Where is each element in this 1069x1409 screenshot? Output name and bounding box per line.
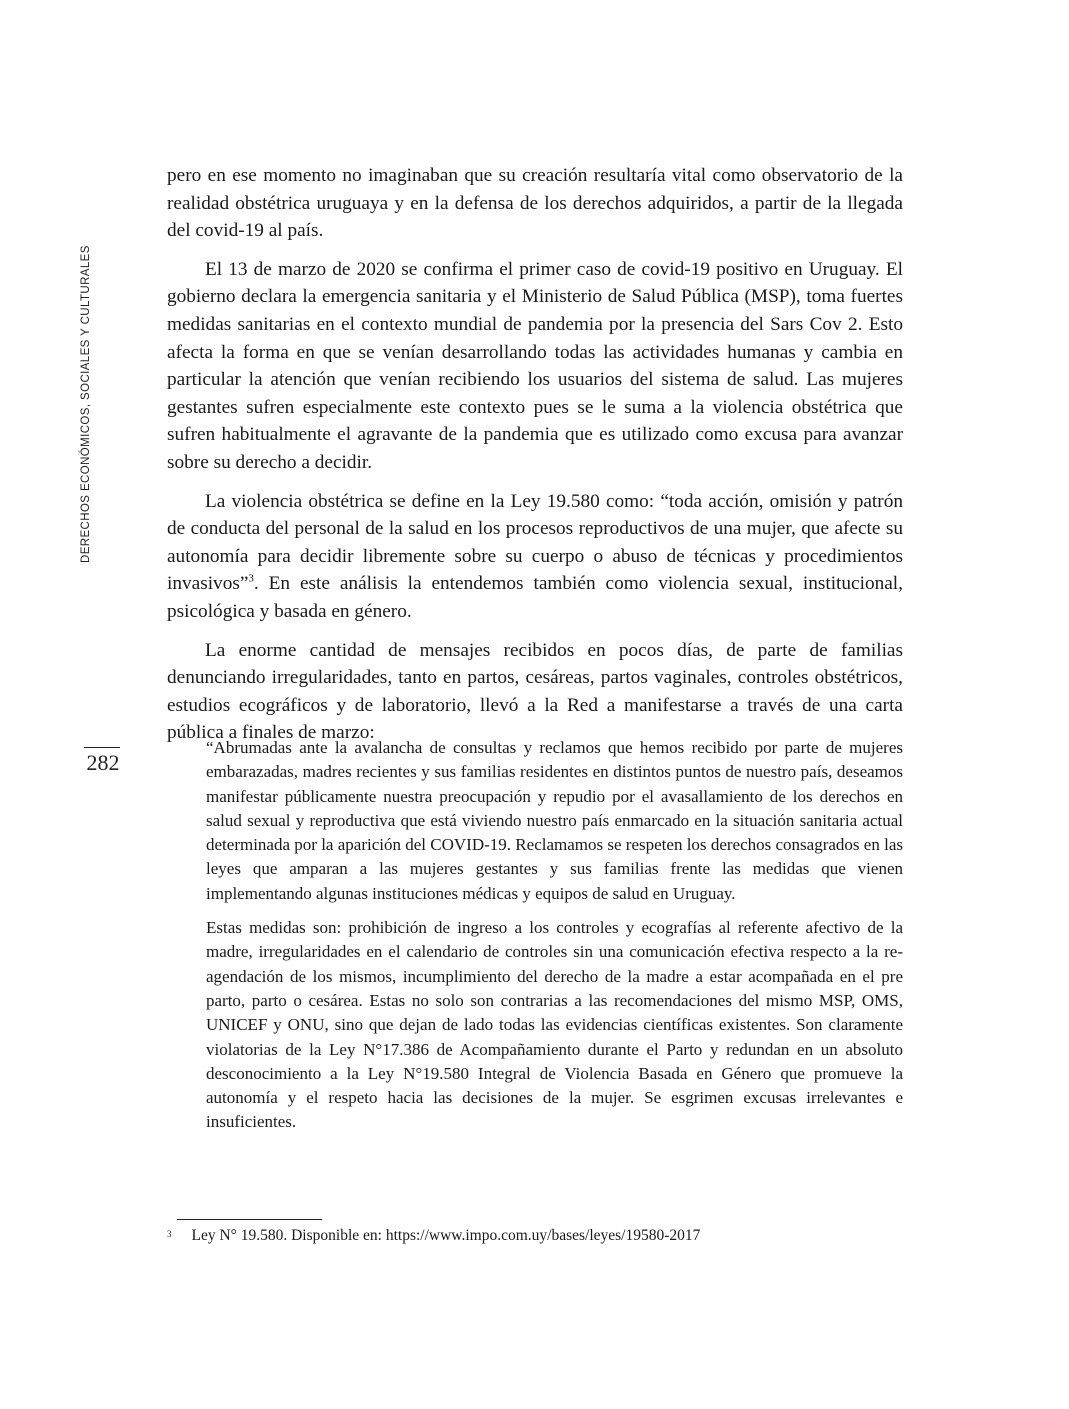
footnote-text: Ley N° 19.580. Disponible en: https://www.impo.com.uy/bases/leyes/19580-2017 — [191, 1227, 701, 1244]
quote-paragraph-1: “Abrumadas ante la avalancha de consultas y reclamos que hemos recibido por parte de mujeres embarazadas, madres recientes y sus familias residentes en distintos puntos de nuestro país, deseamos manifestar públicamente nuestra preocupación y repudio por el avasallamiento de los derechos en salud sexual y reproductiva que está viviendo nuestro país enmarcado en la situación sanitaria actual determinada por la aparición del COVID-19. Reclamamos se respeten los derechos consagrados en las leyes que amparan a las mujeres gestantes y sus familias frente las medidas que vienen implementando algunas instituciones médicas y equipos de salud en Uruguay. — [206, 738, 903, 903]
footnote-reference[interactable]: 3 — [248, 572, 254, 585]
body-text — [167, 162, 903, 758]
footnote-marker: 3 — [167, 1229, 172, 1239]
paragraph-4: La enorme cantidad de mensajes recibidos en pocos días, de parte de familias denunciando irregularidades, tanto en partos, cesáreas, partos vaginales, controles obstétricos, estudios ecográficos y de laboratorio, llevó a la Red a manifestarse a través de una carta pública a finales de marzo: — [167, 639, 903, 744]
paragraph-2: El 13 de marzo de 2020 se confirma el primer caso de covid-19 positivo en Uruguay. El gobierno declara la emergencia sanitaria y el Ministerio de Salud Pública (MSP), toma fuertes medidas sanitarias en el contexto mundial de pandemia por la presencia del Sars Cov 2. Esto afecta la forma en que se venían desarrollando todas las actividades humanas y cambia en particular la atención que venían recibiendo los usuarios del sistema de salud. Las mujeres gestantes sufren especialmente este contexto pues se le suma a la violencia obstétrica que sufren habitualmente el agravante de la pandemia que es utilizado como excusa para avanzar sobre su derecho a decidir. — [167, 258, 903, 473]
running-header: DERECHOS ECONÓMICOS, SOCIALES Y CULTURALES — [80, 245, 92, 563]
footnote-separator — [177, 1219, 322, 1220]
quote-paragraph-2: Estas medidas son: prohibición de ingreso a los controles y ecografías al referente afectivo de la madre, irregularidades en el calendario de controles sin una comunicación efectiva respecto a la re-agendación de los mismos, incumplimiento del derecho de la madre a estar acompañada en el pre parto, parto o cesárea. Estas no solo son contrarias a las recomendaciones del mismo MSP, OMS, UNICEF y ONU, sino que dejan de lado todas las evidencias científicas existentes. Son claramente violatorias de la Ley N°17.386 de Acompañamiento durante el Parto y redundan en un absoluto desconocimiento a la Ley N°19.580 Integral de Violencia Basada en Género que promueve la autonomía y el respeto hacia las decisiones de la mujer. Se esgrimen excusas irrelevantes e insuficientes. — [206, 918, 903, 1132]
page-number-rule — [84, 747, 120, 748]
paragraph-3 — [167, 488, 903, 626]
block-quote — [206, 736, 903, 1145]
paragraph-3-continuation: . En este análisis la entendemos también como violencia sexual, institucional, psicológica y basada en género. — [167, 573, 903, 622]
paragraph-1: pero en ese momento no imaginaban que su creación resultaría vital como observatorio de la realidad obstétrica uruguaya y en la defensa de los derechos adquiridos, a partir de la llegada del covid-19 al país. — [167, 165, 903, 242]
footnote — [167, 1227, 700, 1245]
paragraph-3-text: La violencia obstétrica se define en la Ley 19.580 como: “toda acción, omisión y patrón de conducta del personal de la salud en los procesos reproductivos de una mujer, que afecte su autonomía para decidir libremente sobre su cuerpo o abuso de técnicas y procedimientos invasivos” — [167, 490, 903, 595]
page-number: 282 — [86, 750, 120, 775]
